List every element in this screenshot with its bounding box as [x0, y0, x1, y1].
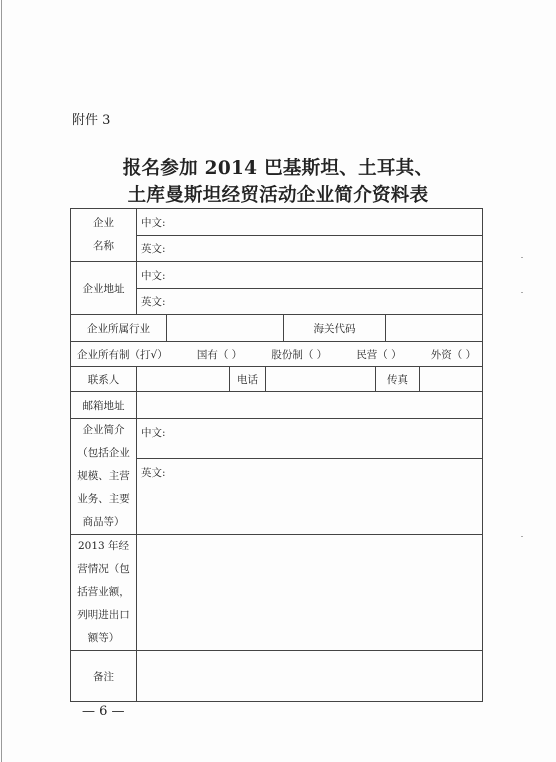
business-status-field[interactable] — [137, 535, 483, 651]
fax-field[interactable] — [420, 367, 483, 392]
form-title-line-2: 土库曼斯坦经贸活动企业简介资料表 — [127, 185, 429, 206]
address-cn-row — [71, 262, 483, 289]
company-address-cn-field[interactable] — [137, 262, 483, 289]
attachment-label: 附件 3 — [72, 113, 111, 128]
contact-person-field[interactable] — [137, 367, 230, 392]
company-intro-cn-field[interactable] — [137, 419, 483, 459]
company-address-en-field[interactable] — [137, 289, 483, 315]
form-title-line-1: 报名参加 2014 巴基斯坦、土耳其、 — [122, 158, 434, 179]
ownership-option-private[interactable]: 民营（ ） — [356, 348, 402, 361]
company-intro-en-field[interactable] — [137, 459, 483, 535]
company-name-en-field[interactable] — [137, 236, 483, 262]
scan-speck — [521, 536, 523, 537]
industry-label: 企业所属行业 — [71, 315, 167, 342]
customs-code-label: 海关代码 — [284, 315, 386, 342]
ownership-row — [71, 342, 483, 367]
remarks-row — [71, 651, 483, 702]
business-row — [71, 535, 483, 651]
english-label: 英文: — [141, 467, 166, 480]
industry-row — [71, 315, 483, 342]
phone-field[interactable] — [266, 367, 376, 392]
company-name-cn-row — [71, 209, 483, 236]
company-name-label: 企业 名称 — [71, 209, 137, 262]
ownership-label: 企业所有制（打√） — [77, 348, 168, 361]
customs-code-field[interactable] — [386, 315, 483, 342]
phone-label: 电话 — [230, 367, 266, 392]
intro-cn-row — [71, 419, 483, 459]
email-field[interactable] — [137, 392, 483, 419]
company-address-label: 企业地址 — [71, 262, 137, 315]
email-row — [71, 392, 483, 419]
ownership-option-shareholding[interactable]: 股份制（ ） — [271, 348, 328, 361]
english-label: 英文: — [141, 243, 166, 255]
ownership-option-foreign[interactable]: 外资（ ） — [430, 348, 477, 361]
english-label: 英文: — [141, 296, 166, 308]
contact-row — [71, 367, 483, 392]
registration-form-table — [70, 208, 483, 702]
contact-person-label: 联系人 — [71, 367, 137, 392]
chinese-label: 中文: — [141, 269, 166, 282]
chinese-label: 中文: — [141, 216, 166, 229]
industry-field[interactable] — [167, 315, 284, 342]
remarks-label: 备注 — [71, 651, 137, 702]
page-number: — 6 — — [82, 704, 125, 719]
scan-speck — [521, 257, 523, 258]
chinese-label: 中文: — [141, 427, 166, 439]
remarks-field[interactable] — [137, 651, 483, 702]
page-edge-line — [1, 0, 2, 762]
fax-label: 传真 — [376, 367, 420, 392]
ownership-option-state[interactable]: 国有（ ） — [196, 348, 243, 361]
business-status-label: 2013 年经营情况（包括营业额，列明进出口额等） — [71, 535, 137, 651]
scan-speck — [521, 292, 523, 293]
company-name-cn-field[interactable] — [137, 209, 483, 236]
ownership-cell — [71, 342, 483, 367]
email-label: 邮箱地址 — [71, 392, 137, 419]
company-intro-label: 企业简介（包括企业规模、主营业务、主要商品等） — [71, 419, 137, 535]
